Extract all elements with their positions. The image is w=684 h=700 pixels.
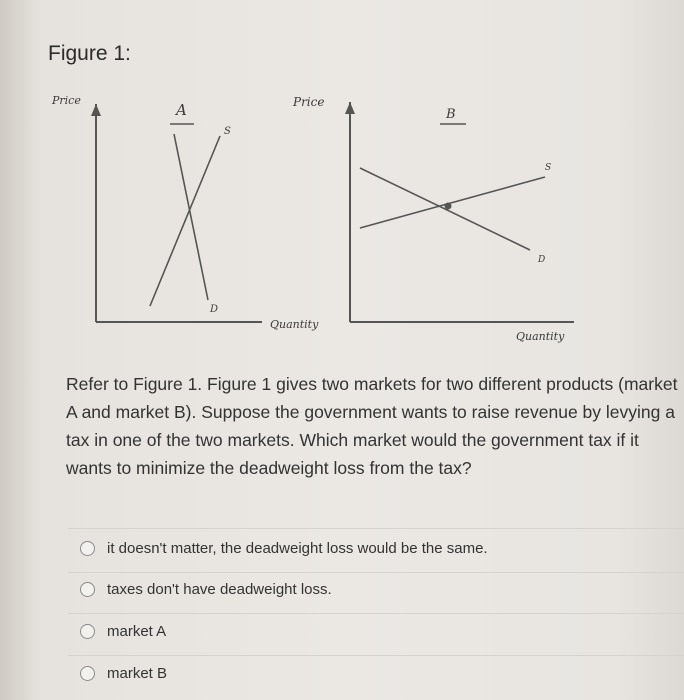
graph-a-demand-label: D: [210, 304, 219, 315]
radio-button[interactable]: [80, 582, 95, 597]
radio-button[interactable]: [80, 624, 95, 639]
graph-b-demand-label: D: [538, 255, 546, 265]
answer-option-label: it doesn't matter, the deadweight loss would be the same.: [107, 540, 488, 557]
graph-a-y-axis-label: Price: [52, 94, 81, 107]
graph-b-label: B: [446, 107, 456, 122]
answer-option-label: taxes don't have deadweight loss.: [107, 581, 332, 598]
graph-b: [292, 95, 574, 343]
answer-option-label: market B: [107, 665, 168, 682]
divider: [68, 613, 684, 614]
answer-option-market-b[interactable]: [80, 665, 167, 682]
answer-option-market-a[interactable]: [80, 623, 166, 640]
graph-b-y-axis-label: Price: [293, 95, 325, 109]
divider: [68, 572, 684, 573]
graph-b-y-arrow: [345, 102, 355, 114]
divider: [68, 655, 684, 656]
answer-option-same[interactable]: [80, 540, 488, 557]
answer-option-no-deadweight-loss[interactable]: [80, 581, 332, 598]
graph-a-y-arrow: [91, 104, 101, 116]
question-text: Refer to Figure 1. Figure 1 gives two markets for two different products (market A and market B). Suppose the government wants to raise revenue by levying a tax in one of the two markets. Which market would the government tax if it wants to minimize the deadweight loss from the tax?: [66, 374, 678, 478]
radio-button[interactable]: [80, 541, 95, 556]
radio-button[interactable]: [80, 666, 95, 681]
divider: [68, 528, 684, 529]
graph-b-equilibrium-point: [445, 203, 452, 210]
graph-a: [51, 94, 319, 331]
graph-a-supply-label: S: [224, 126, 231, 137]
answer-option-label: market A: [107, 623, 167, 640]
graph-b-x-axis-label: Quantity: [516, 330, 565, 343]
figure-title: Figure 1:: [48, 42, 131, 65]
graph-a-demand-line: [174, 134, 208, 300]
graph-b-demand-line: [360, 168, 530, 250]
graph-b-supply-label: S: [545, 163, 552, 173]
graph-a-x-axis-label: Quantity: [270, 318, 319, 331]
graph-b-supply-line: [360, 177, 545, 228]
graph-a-label: A: [176, 101, 187, 119]
graph-a-supply-line: [150, 136, 220, 306]
